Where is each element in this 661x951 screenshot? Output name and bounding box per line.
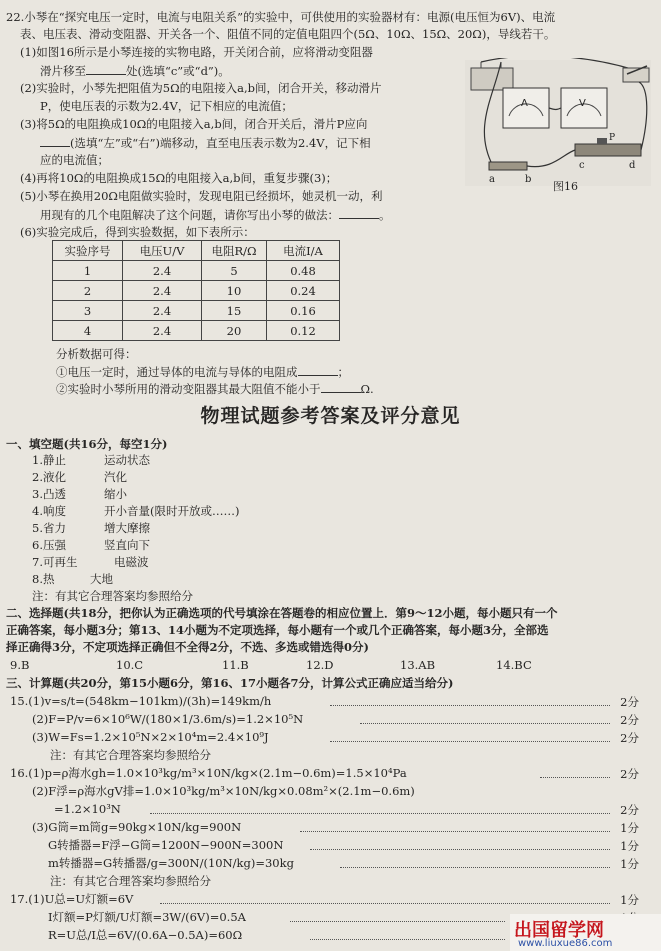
- dot-leader: [300, 831, 610, 832]
- fill-answer-6a: 6.压强: [32, 538, 66, 552]
- svg-text:A: A: [521, 98, 528, 109]
- table-row: [53, 301, 340, 321]
- section-3-heading: 三、计算题(共20分，第15小题6分，第16、17小题各7分，计算公式正确应适当给分): [6, 676, 454, 690]
- q22-part-1-cont: [40, 63, 230, 78]
- fill-answer-5b: 增大摩擦: [104, 521, 150, 535]
- answer-blank: [298, 364, 338, 376]
- dot-leader: [310, 849, 610, 850]
- score-label: 2分: [620, 803, 639, 817]
- resistor-icon: [489, 162, 527, 170]
- circuit-figure: [463, 58, 653, 188]
- watermark-url: www.liuxue86.com: [518, 938, 613, 949]
- score-label: 1分: [620, 893, 639, 907]
- table-header-cell: 电阻R/Ω: [202, 241, 267, 261]
- q22-line-2: 表、电压表、滑动变阻器、开关各一个、阻值不同的定值电阻四个(5Ω、10Ω、15Ω、20Ω)，导线若干。: [20, 27, 556, 41]
- calc-15-1: 15.(1)v=s/t=(548km−101km)/(3h)=149km/h: [10, 694, 272, 708]
- dot-leader: [360, 723, 610, 724]
- table-cell: 2: [53, 281, 123, 301]
- dot-leader: [310, 939, 505, 940]
- answer-blank: [40, 135, 70, 147]
- calc-17-1: 17.(1)U总=U灯额=6V: [10, 892, 134, 906]
- section-2-heading-3: 择正确得3分，不定项选择正确但不全得2分，不选、多选或错选得0分): [6, 640, 369, 654]
- battery-icon: [471, 68, 513, 90]
- calc-note-2: 注：有其它合理答案均参照给分: [50, 874, 211, 888]
- calc-16-4: (3)G筒=m筒g=90kg×10N/kg=900N: [32, 820, 242, 834]
- q22-line-1: 22.小琴在“探究电压一定时，电流与电阻关系”的实验中，可供使用的实验器材有：电源(电压恒为6V)、电流: [6, 10, 556, 24]
- q22-part-1-text-b: 处(选填“c”或“d”)。: [126, 64, 230, 78]
- label-a: a: [489, 174, 495, 185]
- figure-caption: 图16: [553, 180, 578, 193]
- label-p: P: [609, 133, 616, 143]
- fill-answer-7b: 电磁波: [114, 555, 149, 569]
- q22-part-3-end: 应的电流值；: [40, 153, 109, 167]
- calc-16-1: 16.(1)p=ρ海水gh=1.0×10³kg/m³×10N/kg×(2.1m−0.6m)=1.5×10⁴Pa: [10, 766, 407, 780]
- table-cell: 20: [202, 321, 267, 341]
- fill-answer-7a: 7.可再生: [32, 555, 78, 569]
- fill-answer-4a: 4.响度: [32, 504, 66, 518]
- score-label: 1分: [620, 839, 639, 853]
- watermark-name: 出国留学网: [514, 920, 604, 941]
- fill-answer-5a: 5.省力: [32, 521, 66, 535]
- calc-17-3: R=U总/I总=6V/(0.6A−0.5A)=60Ω: [48, 928, 243, 942]
- calc-16-6: m转播器=G转播器/g=300N/(10N/kg)=30kg: [48, 856, 294, 870]
- section-1-note: 注：有其它合理答案均参照给分: [32, 589, 193, 603]
- table-row: [53, 321, 340, 341]
- q22-part-5: (5)小琴在换用20Ω电阻做实验时，发现电阻已经损坏，她灵机一动，利: [20, 189, 383, 203]
- fill-answer-2b: 汽化: [104, 470, 127, 484]
- analysis-2: [56, 381, 374, 396]
- choice-answer-14: 14.BC: [496, 658, 532, 672]
- label-b: b: [525, 174, 532, 185]
- rheostat-icon: [575, 144, 641, 156]
- section-1-heading: 一、填空题(共16分，每空1分): [6, 437, 168, 451]
- analysis-2-text-b: Ω.: [360, 382, 374, 396]
- dot-leader: [540, 777, 610, 778]
- dot-leader: [330, 741, 610, 742]
- table-cell: 2.4: [123, 261, 202, 281]
- calc-16-2: (2)F浮=ρ海水gV排=1.0×10³kg/m³×10N/kg×0.08m²×(2.1m−0.6m): [32, 784, 415, 798]
- label-d: d: [629, 160, 636, 171]
- dot-leader: [330, 705, 610, 706]
- choice-answer-12: 12.D: [306, 658, 334, 672]
- q22-part-3: (3)将5Ω的电阻换成10Ω的电阻接入a,b间，闭合开关后，滑片P应向: [20, 117, 368, 131]
- table-cell: 2.4: [123, 321, 202, 341]
- fill-answer-8b: 大地: [90, 572, 113, 586]
- score-label: 2分: [620, 695, 639, 709]
- choice-answer-13: 13.AB: [400, 658, 436, 672]
- table-cell: 0.24: [267, 281, 340, 301]
- fill-answer-2a: 2.液化: [32, 470, 66, 484]
- q22-part-2: (2)实验时，小琴先把阻值为5Ω的电阻接入a,b间，闭合开关，移动滑片: [20, 81, 382, 95]
- svg-text:V: V: [579, 98, 586, 109]
- answer-blank: [321, 381, 361, 393]
- table-cell: 0.16: [267, 301, 340, 321]
- calc-15-3: (3)W=Fs=1.2×10⁵N×2×10⁴m=2.4×10⁹J: [32, 730, 269, 744]
- answer-blank: [339, 207, 379, 219]
- q22-part-6: (6)实验完成后，得到实验数据，如下表所示：: [20, 225, 255, 239]
- table-cell: 0.12: [267, 321, 340, 341]
- table-cell: 10: [202, 281, 267, 301]
- calc-15-2: (2)F=P/v=6×10⁶W/(180×1/3.6m/s)=1.2×10⁵N: [32, 712, 304, 726]
- calc-16-5: G转播器=F浮−G筒=1200N−900N=300N: [48, 838, 284, 852]
- q22-part-2-cont: P，使电压表的示数为2.4V，记下相应的电流值；: [40, 99, 293, 113]
- score-label: 1分: [620, 857, 639, 871]
- q22-part-1: (1)如图16所示是小琴连接的实物电路，开关闭合前，应将滑动变阻器: [20, 45, 373, 59]
- table-header-cell: 电流I/A: [267, 241, 340, 261]
- analysis-intro: 分析数据可得：: [56, 347, 137, 361]
- table-header-cell: 电压U/V: [123, 241, 202, 261]
- score-label: 1分: [620, 821, 639, 835]
- analysis-1: [56, 364, 349, 379]
- table-row: [53, 281, 340, 301]
- dot-leader: [150, 813, 610, 814]
- table-header-row: [53, 241, 340, 261]
- dot-leader: [340, 867, 610, 868]
- fill-answer-3b: 缩小: [104, 487, 127, 501]
- q22-part-3-cont: [40, 135, 371, 150]
- choice-answer-11: 11.B: [222, 658, 249, 672]
- analysis-1-text-a: ①电压一定时，通过导体的电流与导体的电阻成: [56, 365, 298, 379]
- table-cell: 2.4: [123, 281, 202, 301]
- calc-16-3: =1.2×10³N: [54, 802, 121, 816]
- table-cell: 3: [53, 301, 123, 321]
- table-cell: 4: [53, 321, 123, 341]
- q22-part-1-text-a: 滑片移至: [40, 64, 86, 78]
- table-cell: 5: [202, 261, 267, 281]
- fill-answer-3a: 3.凸透: [32, 487, 66, 501]
- choice-answer-9: 9.B: [10, 658, 30, 672]
- score-label: 2分: [620, 731, 639, 745]
- q22-part-5-cont: [40, 207, 391, 222]
- fill-answer-4b: 开小音量(限时开放或……): [104, 504, 240, 518]
- section-2-heading-2: 正确答案，每小题3分；第13、14小题为不定项选择，每小题有一个或几个正确答案，每小题3分，全部选: [6, 623, 549, 637]
- fill-answer-6b: 竖直向下: [104, 538, 150, 552]
- table-cell: 15: [202, 301, 267, 321]
- q22-part-4: (4)再将10Ω的电阻换成15Ω的电阻接入a,b间，重复步骤(3)；: [20, 171, 338, 185]
- table-cell: 1: [53, 261, 123, 281]
- table-header-cell: 实验序号: [53, 241, 123, 261]
- label-c: c: [579, 160, 585, 171]
- calc-17-2: I灯额=P灯额/U灯额=3W/(6V)=0.5A: [48, 910, 246, 924]
- table-row: [53, 261, 340, 281]
- dot-leader: [290, 921, 505, 922]
- q22-part-5-text-b: 。: [379, 208, 391, 222]
- answer-blank: [86, 63, 126, 75]
- score-label: 2分: [620, 767, 639, 781]
- fill-answer-1a: 1.静止: [32, 453, 66, 467]
- score-label: 2分: [620, 713, 639, 727]
- experiment-table: [52, 240, 340, 341]
- choice-answer-10: 10.C: [116, 658, 144, 672]
- analysis-1-text-b: ；: [337, 365, 349, 379]
- q22-part-3-text: (选填“左”或“右”)端移动，直至电压表示数为2.4V，记下相: [70, 136, 371, 150]
- table-cell: 0.48: [267, 261, 340, 281]
- table-cell: 2.4: [123, 301, 202, 321]
- q22-part-5-text-a: 用现有的几个电阻解决了这个问题，请你写出小琴的做法：: [40, 208, 339, 222]
- dot-leader: [160, 903, 610, 904]
- calc-note-1: 注：有其它合理答案均参照给分: [50, 748, 211, 762]
- fill-answer-1b: 运动状态: [104, 453, 150, 467]
- analysis-2-text-a: ②实验时小琴所用的滑动变阻器其最大阻值不能小于: [56, 382, 321, 396]
- page-title: 物理试题参考答案及评分意见: [200, 405, 461, 427]
- fill-answer-8a: 8.热: [32, 572, 55, 586]
- site-watermark: [510, 914, 661, 951]
- section-2-heading-1: 二、选择题(共18分，把你认为正确选项的代号填涂在答题卷的相应位置上．第9～12小题，每小题只有一个: [6, 606, 558, 620]
